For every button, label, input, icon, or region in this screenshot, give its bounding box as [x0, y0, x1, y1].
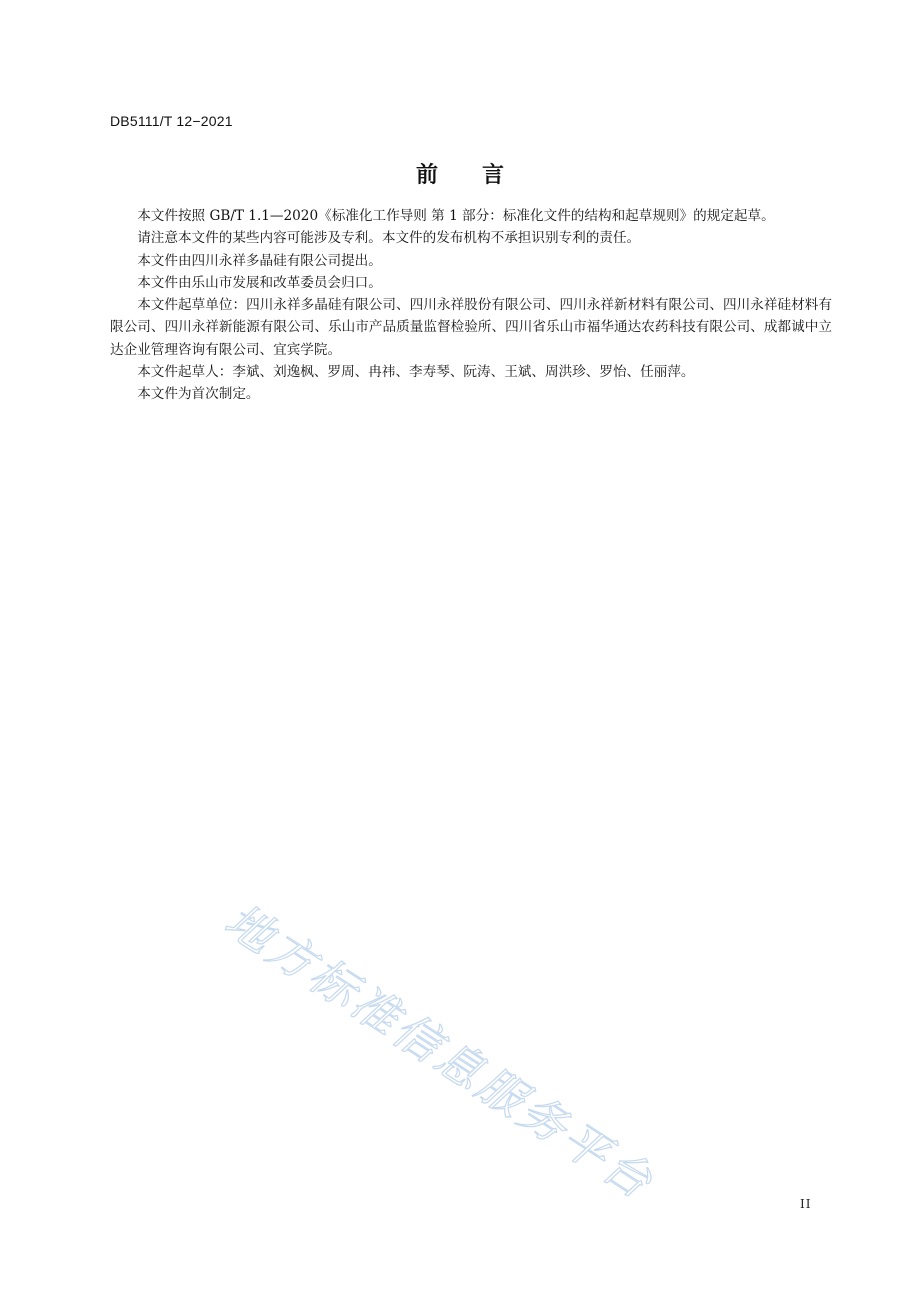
- paragraph-drafting-rules: 本文件按照 GB/T 1.1—2020《标准化工作导则 第 1 部分：标准化文件的结构和起草规则》的规定起草。: [137, 208, 775, 224]
- paragraph-patent-notice: 请注意本文件的某些内容可能涉及专利。本文件的发布机构不承担识别专利的责任。: [137, 230, 641, 247]
- page-number: II: [800, 1197, 812, 1211]
- foreword-body: [110, 205, 832, 406]
- paragraph-drafters: 本文件起草人：李斌、刘逸枫、罗周、冉祎、李寿琴、阮涛、王斌、周洪珍、罗怡、任丽萍。: [137, 364, 695, 381]
- section-title: 前言: [415, 163, 548, 188]
- paragraph-administrator: 本文件由乐山市发展和改革委员会归口。: [137, 274, 382, 291]
- standard-code: DB5111/T 12−2021: [110, 113, 233, 129]
- paragraph-proposer: 本文件由四川永祥多晶硅有限公司提出。: [137, 252, 382, 269]
- paragraph-drafting-units: 本文件起草单位：四川永祥多晶硅有限公司、四川永祥股份有限公司、四川永祥新材料有限公司、四川永祥硅材料有限公司、四川永祥新能源有限公司、乐山市产品质量监督检验所、四川省乐山市福华通达农药科技有限公司、成都诚中立达企业管理咨询有限公司、宜宾学院。: [110, 297, 832, 358]
- watermark: 地方标准信息服务平台: [215, 892, 665, 1211]
- paragraph-first-edition: 本文件为首次制定。: [137, 386, 260, 403]
